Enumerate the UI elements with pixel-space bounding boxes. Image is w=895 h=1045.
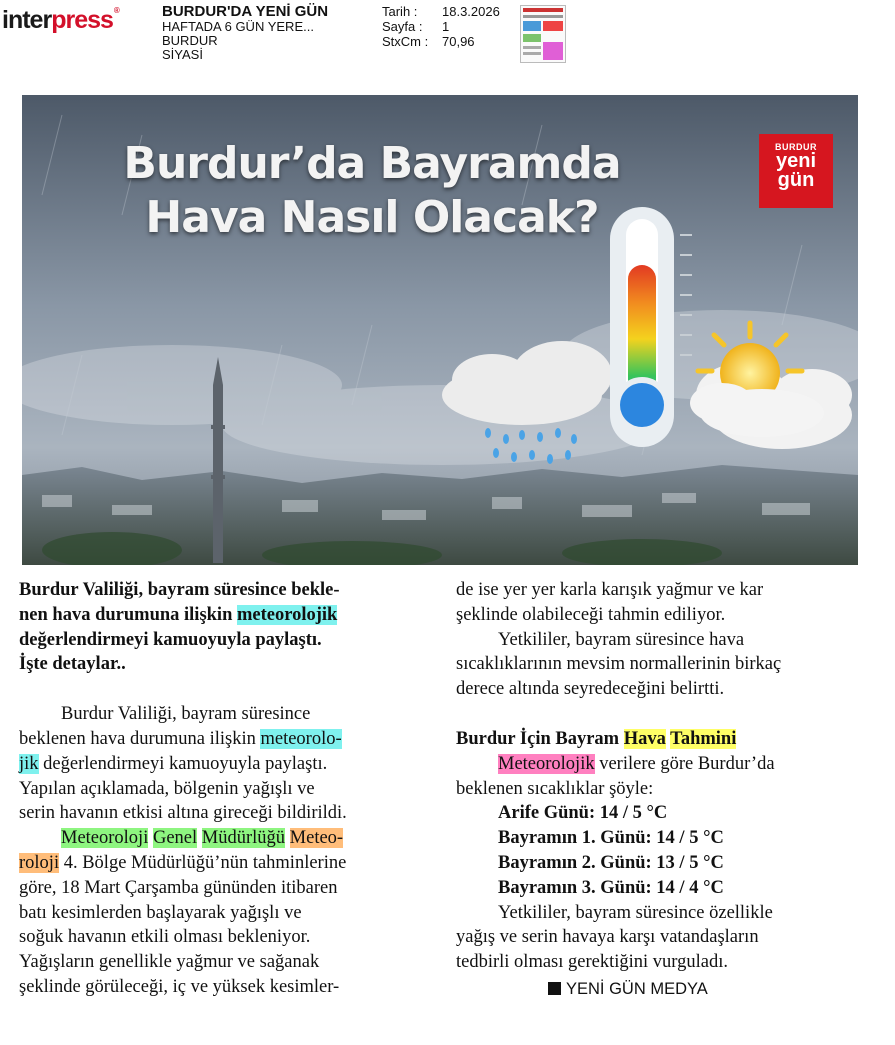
article-paragraph-3: de ise yer yer karla karışık yağmur ve kar şeklinde olabileceği tahmin ediliyor. — [456, 580, 764, 625]
temperature-day-1: Bayramın 1. Günü: 14 / 5 °C — [498, 828, 724, 849]
article-subheading: Burdur İçin Bayram Hava Tahmini — [456, 728, 737, 749]
article-column-right — [456, 578, 876, 1002]
article-paragraph-6: Yetkililer, bayram süresince özellikle yağış ve serin havaya karşı vatandaşların tedbirli olması gerektiğini vurguladı. — [456, 902, 773, 973]
article-paragraph-1: Burdur Valiliği, bayram süresince beklenen hava durumuna ilişkin meteorolo- jik değerlendirmeyi kamuoyuyla paylaştı. Yapılan açıklamada, bölgenin yağışlı ve serin havanın etkisi altına gireceği bildirildi. — [19, 704, 347, 824]
article-column-left — [19, 578, 434, 1000]
clipping-meta — [382, 4, 500, 49]
temperature-day-2: Bayramın 2. Günü: 13 / 5 °C — [498, 852, 724, 873]
article-paragraph-4: Yetkililer, bayram süresince hava sıcaklıklarının mevsim normallerinin birkaç derece altında seyredeceğini belirtti. — [456, 629, 782, 700]
stxcm-value: 70,96 — [442, 34, 475, 49]
article-lead: Burdur Valiliği, bayram süresince bekle- nen hava durumuna ilişkin meteorolojik değerlendirmeyi kamuoyuyla paylaştı. İşte detaylar.. — [19, 580, 340, 675]
image-headline: Burdur’da Bayramda Hava Nasıl Olacak? — [123, 138, 621, 243]
publication-category: SİYASİ — [162, 47, 203, 62]
date-label: Tarih : — [382, 4, 418, 19]
article-paragraph-5: Meteorolojik verilere göre Burdur’da beklenen sıcaklıklar şöyle: — [456, 753, 775, 799]
publication-city: BURDUR — [162, 33, 218, 48]
publication-info — [162, 4, 328, 62]
article-signature: YENİ GÜN MEDYA — [456, 977, 876, 1002]
article-photo — [22, 95, 858, 565]
stxcm-label: StxCm : — [382, 34, 429, 49]
square-icon — [548, 982, 561, 995]
article-paragraph-2: Meteoroloji Genel Müdürlüğü Meteo- roloji 4. Bölge Müdürlüğü’nün tahminlerine göre, 18 Mart Çarşamba gününden itibaren batı kesimlerden başlayarak yağışlı ve soğuk havanın etkili olması bekleniyor. Yağışların genellikle yağmur ve sağanak şeklinde görüleceği, iç ve yüksek kesimler- — [19, 828, 347, 997]
interpress-logo: interpress® — [2, 6, 119, 34]
page-label: Sayfa : — [382, 19, 423, 34]
temperature-day-3: Bayramın 3. Günü: 14 / 4 °C — [498, 877, 724, 898]
date-value: 18.3.2026 — [442, 4, 500, 19]
page-thumbnail[interactable] — [520, 5, 566, 63]
clipping-header — [0, 0, 895, 90]
yeni-gun-logo: BURDUR yeni gün — [759, 134, 833, 208]
page-value: 1 — [442, 19, 450, 34]
publication-name: BURDUR'DA YENİ GÜN — [162, 3, 329, 20]
publication-frequency: HAFTADA 6 GÜN YERE... — [162, 19, 314, 34]
temperature-arife: Arife Günü: 14 / 5 °C — [498, 803, 668, 824]
